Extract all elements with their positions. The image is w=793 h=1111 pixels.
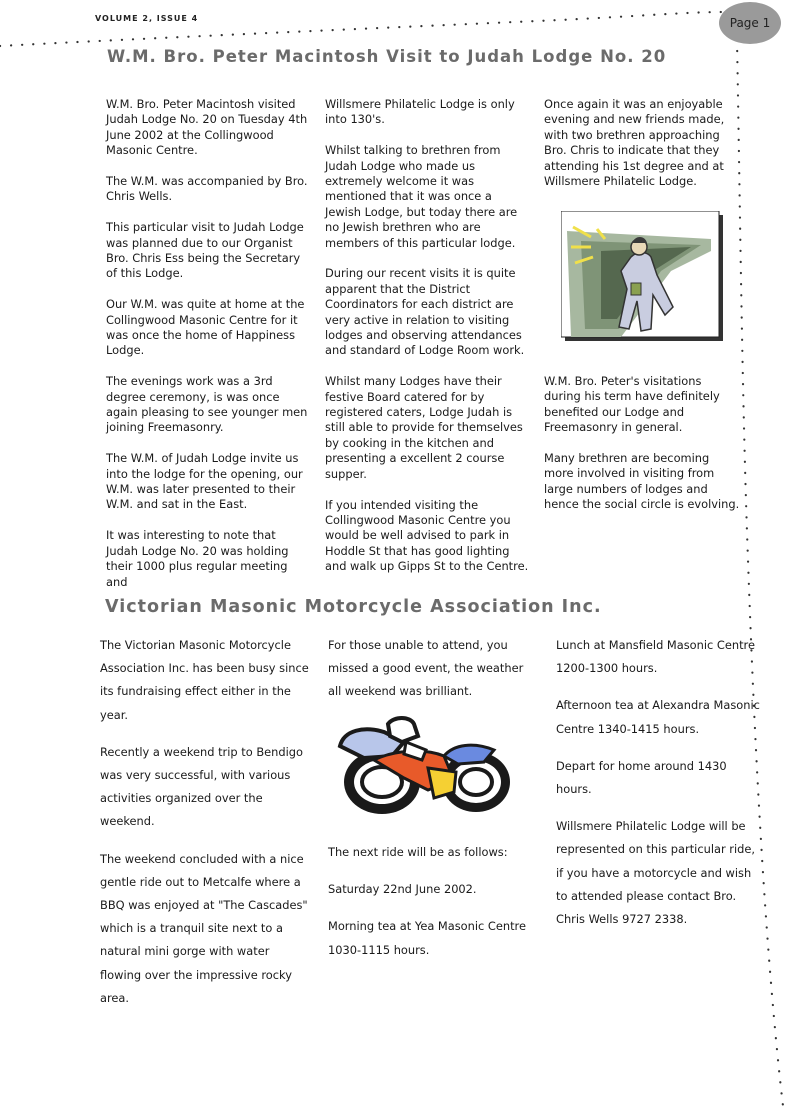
paragraph: During our recent visits it is quite apparent that the District Coordinators for each district are very active in relation to visiting lodges and observing attendances and standard of Lodge Room work. — [325, 266, 525, 358]
issue-label: VOLUME 2, ISSUE 4 — [95, 14, 199, 23]
paragraph: It was interesting to note that Judah Lodge No. 20 was holding their 1000 plus regular meeting and — [106, 528, 289, 589]
paragraph: W.M. Bro. Peter's visitations during his term have definitely benefited our Lodge and Freemasonry in general. — [544, 374, 720, 435]
paragraph: The evenings work was a 3rd degree ceremony, is was once again pleasing to see younger men joining Freemasonry. — [106, 374, 308, 435]
paragraph: W.M. Bro. Peter Macintosh visited Judah Lodge No. 20 on Tuesday 4th June 2002 at the Collingwood Masonic Centre. — [106, 97, 308, 158]
article2-column-3 — [556, 634, 762, 945]
article2-column-2-top — [328, 634, 536, 718]
paragraph: This particular visit to Judah Lodge was planned due to our Organist Bro. Chris Ess being the Secretary of this Lodge. — [106, 220, 304, 281]
article1-column-1 — [106, 97, 310, 605]
paragraph: Afternoon tea at Alexandra Masonic Centre 1340-1415 hours. — [556, 698, 760, 736]
paragraph: If you intended visiting the Collingwood Masonic Centre you would be well advised to park in Hoddle St that has good lighting and walk up Gipps St to the Centre. — [325, 497, 529, 574]
paragraph: Depart for home around 1430 hours. — [556, 758, 727, 797]
paragraph: Recently a weekend trip to Bendigo was very successful, with various activities organized over the weekend. — [100, 744, 303, 829]
article1-title: W.M. Bro. Peter Macintosh Visit to Judah Lodge No. 20 — [107, 47, 667, 66]
paragraph: The weekend concluded with a nice gentle ride out to Metcalfe where a BBQ was enjoyed at "The Cascades" which is a tranquil site next to a natural mini gorge with water flowing over the impressive rocky area. — [100, 851, 308, 1005]
paragraph: The W.M. of Judah Lodge invite us into the lodge for the opening, our W.M. was later presented to their W.M. and sat in the East. — [106, 451, 303, 512]
article1-column-3-bottom — [544, 374, 740, 528]
paragraph: Whilst many Lodges have their festive Board catered for by registered caters, Lodge Judah is still able to provide for themselves by cooking in the kitchen and presenting a excellent 2 course supper. — [325, 374, 523, 481]
paragraph: Lunch at Mansfield Masonic Centre 1200-1300 hours. — [556, 638, 755, 676]
article2-column-1 — [100, 634, 310, 1024]
businessman-clipart — [561, 211, 726, 344]
article2-title: Victorian Masonic Motorcycle Association Inc. — [105, 597, 602, 617]
paragraph: Many brethren are becoming more involved in visiting from large numbers of lodges and hence the social circle is evolving. — [544, 451, 740, 512]
paragraph: Willsmere Philatelic Lodge will be represented on this particular ride, if you have a motorcycle and wish to attended please contact Bro. Chris Wells 9727 2338. — [556, 819, 755, 927]
paragraph: The next ride will be as follows: — [328, 845, 508, 859]
paragraph: Morning tea at Yea Masonic Centre 1030-1115 hours. — [328, 919, 526, 957]
page-number-badge: Page 1 — [719, 2, 781, 44]
article1-column-3-top — [544, 97, 740, 205]
paragraph: Once again it was an enjoyable evening and new friends made, with two brethren approaching Bro. Chris to indicate that they attending his 1st degree and at Willsmere Philatelic Lodge. — [544, 97, 725, 189]
paragraph: The W.M. was accompanied by Bro. Chris Wells. — [106, 174, 308, 204]
paragraph: Whilst talking to brethren from Judah Lodge who made us extremely welcome it was mentioned that it was once a Jewish Lodge, but today there are no Jewish brethren who are members of this particular lodge. — [325, 143, 518, 250]
paragraph: The Victorian Masonic Motorcycle Association Inc. has been busy since its fundraising effect either in the year. — [100, 638, 309, 722]
article2-column-2-bottom — [328, 841, 536, 976]
paragraph: For those unable to attend, you missed a good event, the weather all weekend was brilliant. — [328, 638, 524, 699]
paragraph: Saturday 22nd June 2002. — [328, 882, 477, 897]
article1-column-2 — [325, 97, 531, 590]
paragraph: Willsmere Philatelic Lodge is only into 130's. — [325, 97, 515, 127]
paragraph: Our W.M. was quite at home at the Collingwood Masonic Centre for it was once the home of Happiness Lodge. — [106, 297, 305, 358]
motorcycle-clipart — [334, 716, 514, 822]
